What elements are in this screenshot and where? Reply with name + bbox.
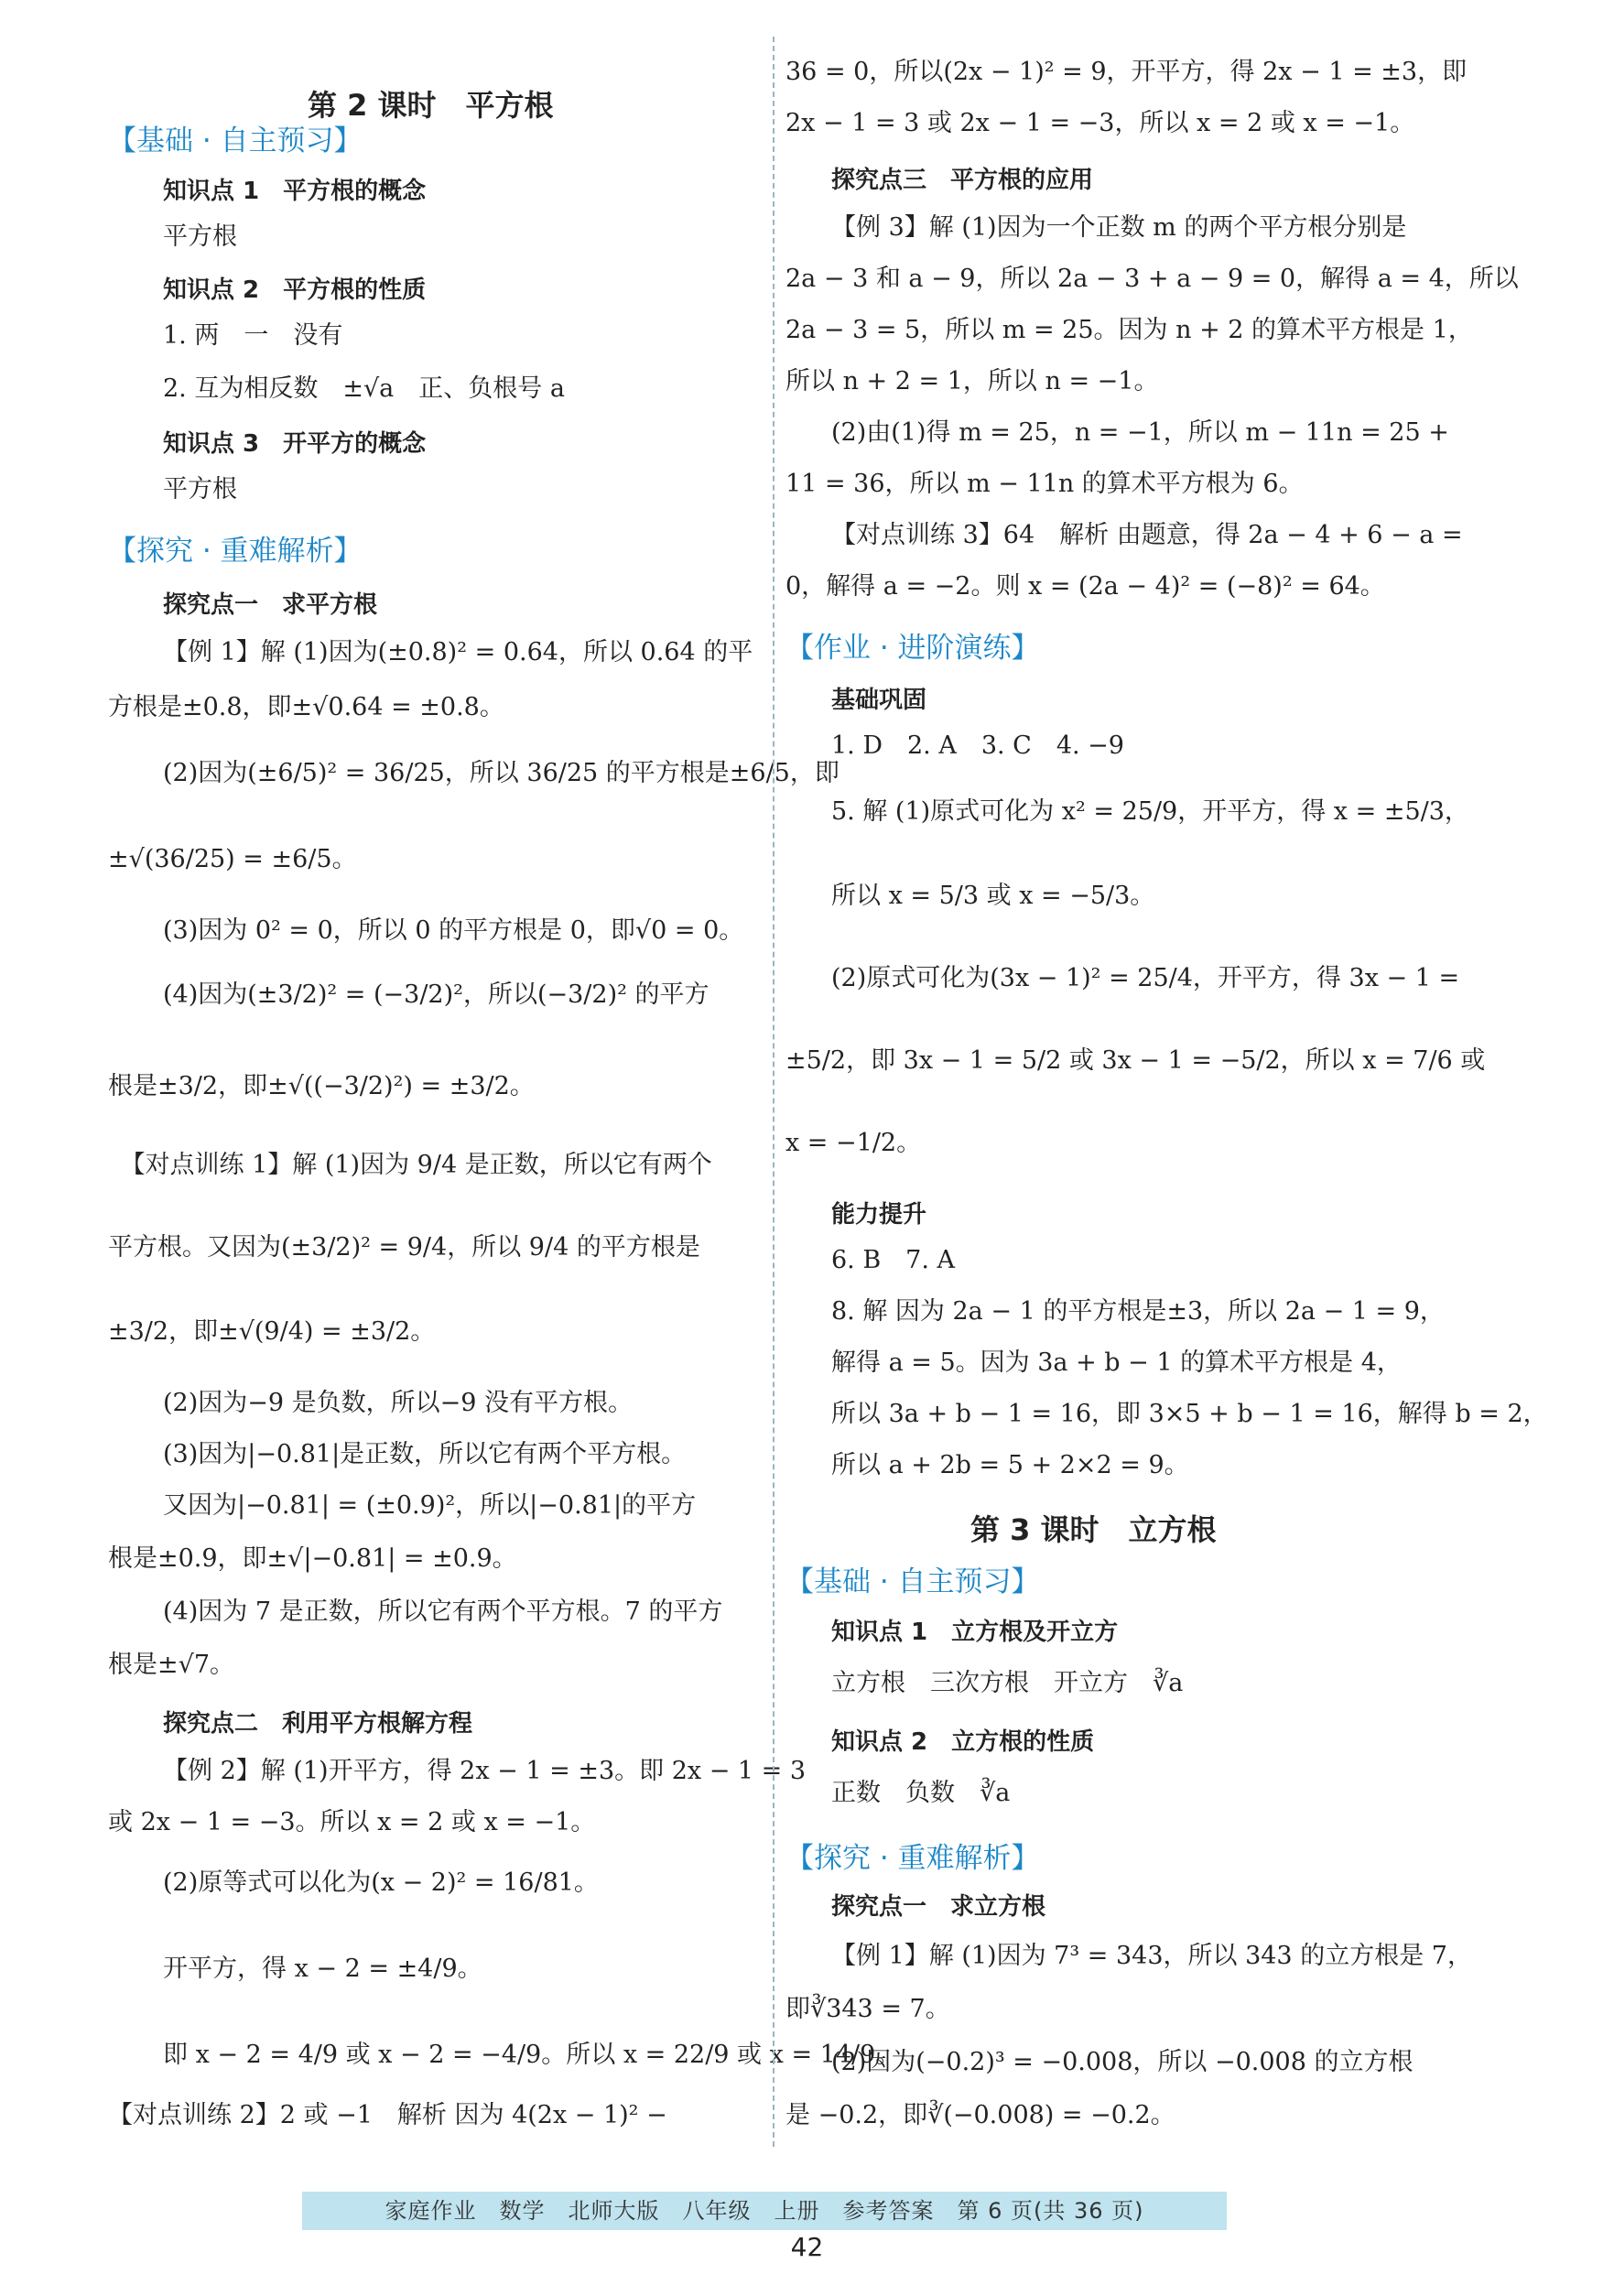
subsection-label: 知识点 3 开平方的概念 bbox=[163, 430, 427, 458]
text-line: 或 2x − 1 = −3。所以 x = 2 或 x = −1。 bbox=[108, 1808, 596, 1836]
text-line: (4)因为 7 是正数，所以它有两个平方根。7 的平方 bbox=[163, 1597, 723, 1626]
subsection-label: 知识点 2 立方根的性质 bbox=[831, 1728, 1095, 1756]
text-line: (2)原式可化为(3x − 1)² = 25/4，开平方，得 3x − 1 = bbox=[831, 964, 1460, 992]
text-line: (2)由(1)得 m = 25，n = −1，所以 m − 11n = 25 + bbox=[831, 418, 1449, 447]
text-line: 所以 a + 2b = 5 + 2×2 = 9。 bbox=[831, 1451, 1189, 1479]
text-line: (4)因为(±3/2)² = (−3/2)²，所以(−3/2)² 的平方 bbox=[163, 980, 710, 1009]
text-line: 2a − 3 和 a − 9，所以 2a − 3 + a − 9 = 0，解得 a = 4，所以 bbox=[785, 265, 1519, 293]
text-line: 是 −0.2，即∛(−0.008) = −0.2。 bbox=[785, 2101, 1175, 2129]
text-line: 根是±3/2，即±√((−3/2)²) = ±3/2。 bbox=[108, 1072, 535, 1100]
section-header: 【探究 · 重难解析】 bbox=[785, 1842, 1040, 1875]
text-line: 【对点训练 1】解 (1)因为 9/4 是正数，所以它有两个 bbox=[108, 1151, 712, 1179]
text-line: 0，解得 a = −2。则 x = (2a − 4)² = (−8)² = 64。 bbox=[785, 572, 1385, 601]
text-line: 1. 两 一 没有 bbox=[163, 321, 343, 350]
subsection-label: 探究点一 求立方根 bbox=[831, 1893, 1046, 1921]
subsection-label: 探究点三 平方根的应用 bbox=[831, 167, 1094, 194]
lesson-3-title: 第 3 课时 立方根 bbox=[970, 1512, 1217, 1547]
subsection-label: 知识点 1 平方根的概念 bbox=[163, 178, 427, 205]
subsection-label: 探究点一 求平方根 bbox=[163, 591, 378, 619]
text-line: 所以 x = 5/3 或 x = −5/3。 bbox=[831, 882, 1155, 910]
text-line: 2. 互为相反数 ±√a 正、负根号 a bbox=[163, 374, 565, 403]
text-line: 【例 3】解 (1)因为一个正数 m 的两个平方根分别是 bbox=[831, 213, 1407, 242]
section-header: 【基础 · 自主预习】 bbox=[785, 1565, 1040, 1598]
text-line: 即 x − 2 = 4/9 或 x − 2 = −4/9。所以 x = 22/9 或 x = 14/9。 bbox=[163, 2041, 901, 2069]
text-line: 平方根 bbox=[163, 222, 237, 251]
text-line: 平方根 bbox=[163, 475, 237, 504]
subsection-label: 探究点二 利用平方根解方程 bbox=[163, 1710, 473, 1738]
text-line: 开平方，得 x − 2 = ±4/9。 bbox=[163, 1955, 482, 1983]
text-line: 平方根。又因为(±3/2)² = 9/4，所以 9/4 的平方根是 bbox=[108, 1233, 700, 1262]
subsection-label: 基础巩固 bbox=[831, 687, 927, 714]
text-line: 8. 解 因为 2a − 1 的平方根是±3，所以 2a − 1 = 9， bbox=[831, 1297, 1445, 1326]
text-line: 根是±0.9，即±√|−0.81| = ±0.9。 bbox=[108, 1544, 517, 1573]
text-line: 所以 3a + b − 1 = 16，即 3×5 + b − 1 = 16，解得 b = 2， bbox=[831, 1400, 1548, 1428]
section-header: 【作业 · 进阶演练】 bbox=[785, 632, 1040, 665]
text-line: 5. 解 (1)原式可化为 x² = 25/9，开平方，得 x = ±5/3， bbox=[831, 797, 1469, 826]
text-line: 解得 a = 5。因为 3a + b − 1 的算术平方根是 4， bbox=[831, 1348, 1402, 1377]
text-line: 6. B 7. A bbox=[831, 1246, 956, 1274]
text-line: (2)原等式可以化为(x − 2)² = 16/81。 bbox=[163, 1868, 599, 1897]
text-line: 【例 1】解 (1)因为(±0.8)² = 0.64，所以 0.64 的平 bbox=[163, 638, 753, 666]
text-line: 2a − 3 = 5，所以 m = 25。因为 n + 2 的算术平方根是 1， bbox=[785, 316, 1473, 344]
text-line: 即∛343 = 7。 bbox=[785, 1995, 950, 2023]
text-line: 2x − 1 = 3 或 2x − 1 = −3，所以 x = 2 或 x = −1。 bbox=[785, 109, 1415, 137]
text-line: ±5/2，即 3x − 1 = 5/2 或 3x − 1 = −5/2，所以 x = 7/6 或 bbox=[785, 1046, 1486, 1075]
text-line: 根是±√7。 bbox=[108, 1651, 235, 1679]
text-line: 所以 n + 2 = 1，所以 n = −1。 bbox=[785, 367, 1159, 395]
text-line: 【例 2】解 (1)开平方，得 2x − 1 = ±3。即 2x − 1 = 3 bbox=[163, 1757, 807, 1785]
subsection-label: 能力提升 bbox=[831, 1201, 927, 1229]
text-line: ±√(36/25) = ±6/5。 bbox=[108, 845, 357, 873]
text-line: ±3/2，即±√(9/4) = ±3/2。 bbox=[108, 1317, 436, 1346]
section-header: 【探究 · 重难解析】 bbox=[108, 535, 363, 568]
page-number: 42 bbox=[790, 2232, 824, 2262]
text-line: 方根是±0.8，即±√0.64 = ±0.8。 bbox=[108, 693, 504, 721]
subsection-label: 知识点 1 立方根及开立方 bbox=[831, 1619, 1119, 1646]
section-header: 【基础 · 自主预习】 bbox=[108, 125, 363, 157]
text-line: (3)因为|−0.81|是正数，所以它有两个平方根。 bbox=[163, 1440, 687, 1468]
column-divider bbox=[773, 37, 775, 2147]
text-line: (2)因为(−0.2)³ = −0.008，所以 −0.008 的立方根 bbox=[831, 2048, 1414, 2076]
text-line: 11 = 36，所以 m − 11n 的算术平方根为 6。 bbox=[785, 470, 1304, 498]
text-line: 又因为|−0.81| = (±0.9)²，所以|−0.81|的平方 bbox=[163, 1491, 697, 1520]
text-line: (2)因为(±6/5)² = 36/25，所以 36/25 的平方根是±6/5，即 bbox=[163, 759, 839, 787]
text-line: (3)因为 0² = 0，所以 0 的平方根是 0，即√0 = 0。 bbox=[163, 916, 744, 945]
subsection-label: 知识点 2 平方根的性质 bbox=[163, 276, 427, 304]
text-line: 【对点训练 2】2 或 −1 解析 因为 4(2x − 1)² − bbox=[108, 2101, 667, 2129]
text-line: 【对点训练 3】64 解析 由题意，得 2a − 4 + 6 − a = bbox=[831, 521, 1463, 549]
text-line: (2)因为−9 是负数，所以−9 没有平方根。 bbox=[163, 1389, 634, 1417]
footer-bar: 家庭作业 数学 北师大版 八年级 上册 参考答案 第 6 页(共 36 页) bbox=[302, 2192, 1227, 2230]
text-line: 正数 负数 ∛a bbox=[831, 1779, 1011, 1807]
lesson-2-title: 第 2 课时 平方根 bbox=[308, 88, 554, 123]
text-line: x = −1/2。 bbox=[785, 1129, 922, 1157]
text-line: 1. D 2. A 3. C 4. −9 bbox=[831, 731, 1124, 760]
text-line: 立方根 三次方根 开立方 ∛a bbox=[831, 1669, 1184, 1697]
text-line: 36 = 0，所以(2x − 1)² = 9，开平方，得 2x − 1 = ±3，即 bbox=[785, 58, 1468, 86]
text-line: 【例 1】解 (1)因为 7³ = 343，所以 343 的立方根是 7， bbox=[831, 1942, 1472, 1970]
